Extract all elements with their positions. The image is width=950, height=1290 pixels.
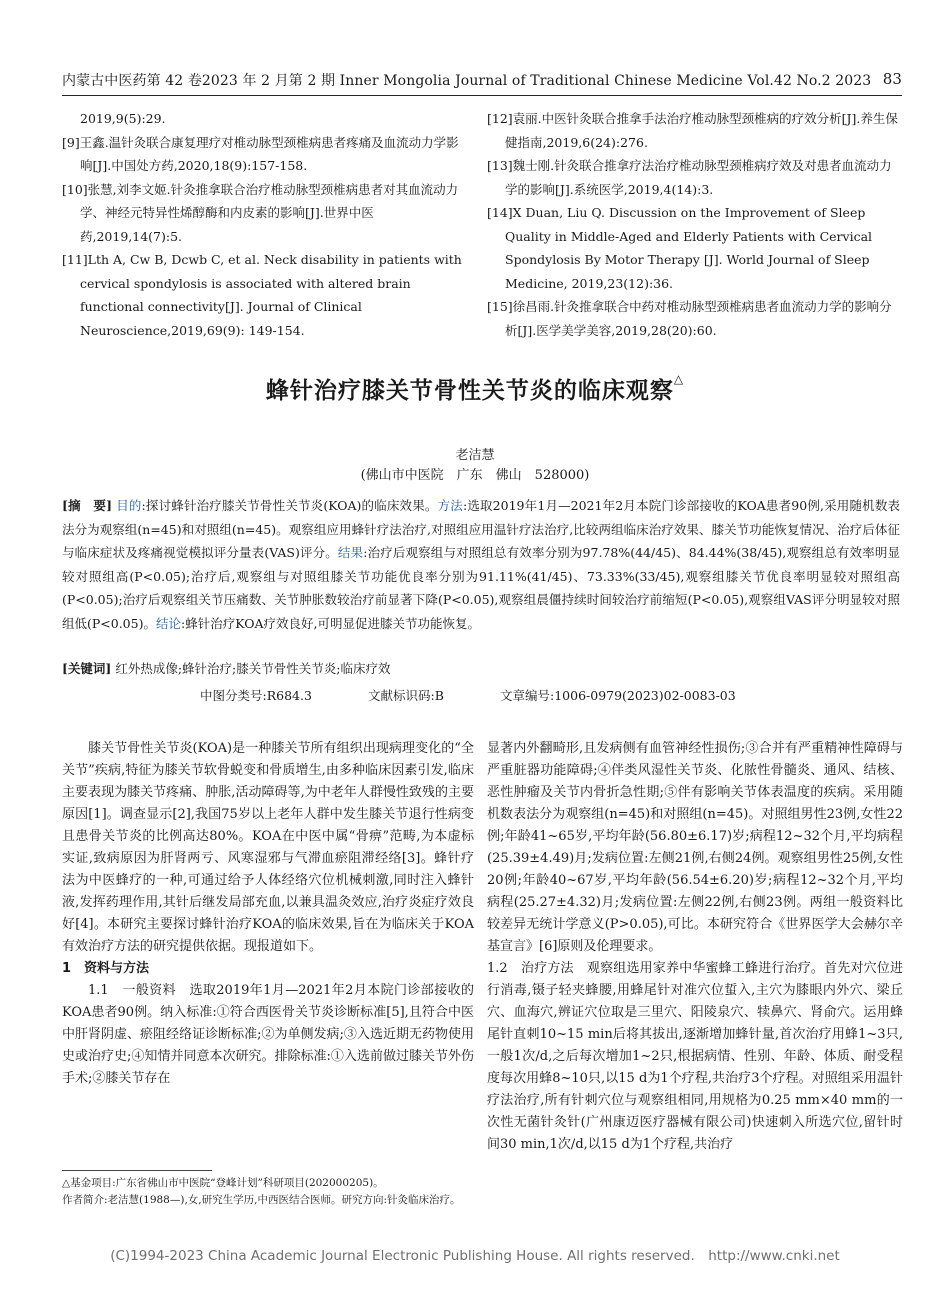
- author-bio-footnote: 作者简介:老洁慧(1988—),女,研究生学历,中西医结合医师。研究方向:针灸临床治疗。: [62, 1194, 461, 1206]
- article-title-text: 蜂针治疗膝关节骨性关节炎的临床观察: [265, 378, 674, 404]
- results-label: 结果: [337, 545, 364, 560]
- references-left: [62, 107, 462, 342]
- copyright-footer: (C)1994-2023 China Academic Journal Electronic Publishing House. All rights reserved. http://www.cnki.net: [110, 1248, 840, 1264]
- objective-text: :探讨蜂针治疗膝关节骨性关节炎(KOA)的临床效果。: [141, 498, 438, 513]
- reference-item: 2019,9(5):29.: [80, 111, 166, 126]
- conclusion-label: 结论: [155, 615, 181, 631]
- conclusion-text: :蜂针治疗KOA疗效良好,可明显促进膝关节功能恢复。: [181, 615, 480, 631]
- reference-item: [11]Lth A, Cw B, Dcwb C, et al. Neck disability in patients with cervical spondylosis is associated with altered brain functional connectivity[J]. Journal of Clinical Neuroscience,2019,69(9): 149-154.: [62, 252, 462, 338]
- reference-item: [9]王鑫.温针灸联合康复理疗对椎动脉型颈椎病患者疼痛及血流动力学影响[J].中国处方药,2020,18(9):157-158.: [62, 134, 459, 173]
- keywords: [62, 659, 900, 677]
- keywords-text: 红外热成像;蜂针治疗;膝关节骨性关节炎;临床疗效: [115, 661, 391, 676]
- page-number: 83: [882, 70, 902, 88]
- footnote-divider: [62, 1170, 212, 1171]
- fund-footnote: △基金项目:广东省佛山市中医院“登峰计划”科研项目(202000205)。: [62, 1177, 384, 1189]
- author-affiliation: (佛山市中医院 广东 佛山 528000): [360, 468, 590, 483]
- objective-label: 目的: [116, 498, 142, 513]
- criteria-paragraph: 显著内外翻畸形,且发病侧有血管神经性损伤;③合并有严重精神性障碍与严重脏器功能障碍;④伴类风湿性关节炎、化脓性骨髓炎、通风、结核、恶性肿瘤及关节内骨折急性期;⑤伴有影响关节体表温度的疾病。采用随机数表法分为观察组(n=45)和对照组(n=45)。对照组男性23例,女性22例;年龄41~65岁,平均年龄(56.80±6.17)岁;病程12~32个月,平均病程(25.39±4.49)月;发病位置:左侧21例,右侧24例。观察组男性25例,女性20例;年龄40~67岁,平均年龄(56.54±6.20)岁;病程12~32个月,平均病程(25.27±4.32)月;发病位置:左侧22例,右侧23例。两组一般资料比较差异无统计学意义(P>0.05),可比。本研究符合《世界医学大会赫尔辛基宣言》[6]原则及伦理要求。: [487, 741, 903, 954]
- article-title: [0, 372, 950, 405]
- reference-item: [12]袁丽.中医针灸联合推拿手法治疗椎动脉型颈椎病的疗效分析[J].养生保健指南,2019,6(24):276.: [487, 111, 898, 150]
- document-code: 文献标识码:B: [368, 688, 444, 703]
- abstract: [62, 494, 900, 635]
- body-left-column: [62, 738, 474, 1090]
- article-number: 文章编号:1006-0979(2023)02-0083-03: [500, 688, 736, 703]
- keywords-label: [关键词]: [62, 661, 112, 676]
- references-right: [487, 107, 903, 342]
- running-header: [62, 70, 902, 90]
- clc-number: 中图分类号:R684.3: [200, 688, 312, 703]
- body-right-column: [487, 738, 903, 1156]
- reference-item: [15]徐昌雨.针灸推拿联合中药对椎动脉型颈椎病患者血流动力学的影响分析[J].医学美学美容,2019,28(20):60.: [487, 299, 892, 338]
- intro-paragraph: 膝关节骨性关节炎(KOA)是一种膝关节所有组织出现病理变化的“全关节”疾病,特征为膝关节软骨蜕变和骨质增生,由多种临床因素引发,临床主要表现为膝关节疼痛、肿胀,活动障碍等,为中老年人群慢性致残的主要原因[1]。调查显示[2],我国75岁以上老年人群中发生膝关节退行性病变且患骨关节炎的比例高达80%。KOA在中医中属“骨痹”范畴,为本虚标实证,致病原因为肝肾两亏、风寒湿邪与气滞血瘀阻滞经络[3]。蜂针疗法为中医蜂疗的一种,可通过给予人体经络穴位机械刺激,同时注入蜂针液,发挥药理作用,其针后继发局部充血,以兼具温灸效应,治疗炎症疗效良好[4]。本研究主要探讨蜂针治疗KOA的临床效果,旨在为临床关于KOA有效治疗方法的研究提供依据。现报道如下。: [62, 741, 474, 954]
- header-divider: [62, 95, 902, 96]
- methods-label: 方法: [437, 498, 463, 513]
- methods-text: :选取2019年1月—2021年2月本院门诊部接收的KOA患者90例,采用随机数表法分为观察组(n=45)和对照组(n=45)。观察组应用蜂针疗法治疗,对照组应用温针疗法治疗,比较两组临床治疗效果、膝关节功能恢复情况、治疗后体征与临床症状及疼痛视觉模拟评分量表(VAS)评分。: [62, 498, 900, 560]
- treatment-paragraph: 1.2 治疗方法 观察组选用家养中华蜜蜂工蜂进行治疗。首先对穴位进行消毒,镊子轻夹蜂腰,用蜂尾针对准穴位蜇入,主穴为膝眼内外穴、梁丘穴、血海穴,辨证穴位取是三里穴、阳陵泉穴、犊鼻穴、肾俞穴。运用蜂尾针直刺10~15 min后将其拔出,逐渐增加蜂针量,首次治疗用蜂1~3只,一般1次/d,之后每次增加1~2只,根据病情、性别、年龄、体质、耐受程度每次用蜂8~10只,以15 d为1个疗程,共治疗3个疗程。对照组采用温针疗法治疗,所有针刺穴位与观察组相同,用规格为0.25 mm×40 mm的一次性无菌针灸针(广州康迈医疗器械有限公司)快速刺入所选穴位,留针时间30 min,1次/d,以15 d为1个疗程,共治疗: [487, 961, 903, 1152]
- author-name: 老洁慧: [455, 448, 495, 463]
- general-data-paragraph: 1.1 一般资料 选取2019年1月—2021年2月本院门诊部接收的KOA患者90例。纳入标准:①符合西医骨关节炎诊断标准[5],且符合中医中肝肾阴虚、瘀阻经络证诊断标准;②为单侧发病;③入选近期无药物使用史或治疗史;④知情并同意本次研究。排除标准:①入选前做过膝关节外伤手术;②膝关节存在: [62, 983, 474, 1086]
- title-fund-mark: △: [673, 372, 685, 386]
- section-heading: 1 资料与方法: [62, 961, 150, 976]
- reference-item: [10]张慧,刘李文姬.针灸推拿联合治疗椎动脉型颈椎病患者对其血流动力学、神经元特异性烯醇酶和内皮素的影响[J].世界中医药,2019,14(7):5.: [62, 181, 459, 244]
- abstract-label: [摘 要]: [62, 498, 113, 513]
- reference-item: [14]X Duan, Liu Q. Discussion on the Improvement of Sleep Quality in Middle-Aged and Elderly Patients with Cervical Spondylosis By Motor Therapy [J]. World Journal of Sleep Medicine, 2019,23(12):36.: [487, 205, 873, 291]
- journal-header-text: 内蒙古中医药第 42 卷2023 年 2 月第 2 期 Inner Mongolia Journal of Traditional Chinese Medicine Vol.42 No.2 2023: [62, 73, 872, 89]
- reference-item: [13]魏士刚.针灸联合推拿疗法治疗椎动脉型颈椎病疗效及对患者血流动力学的影响[J].系统医学,2019,4(14):3.: [487, 158, 892, 197]
- results-text: :治疗后观察组与对照组总有效率分别为97.78%(44/45)、84.44%(38/45),观察组总有效率明显较对照组高(P<0.05);治疗后,观察组与对照组膝关节功能优良率分别为91.11%(41/45)、73.33%(33/45),观察组膝关节优良率明显较对照组高(P<0.05);治疗后观察组关节压痛数、关节肿胀数较治疗前显著下降(P<0.05),观察组晨僵持续时间较治疗前缩短(P<0.05),观察组VAS评分明显较对照组低(P<0.05)。: [62, 545, 900, 631]
